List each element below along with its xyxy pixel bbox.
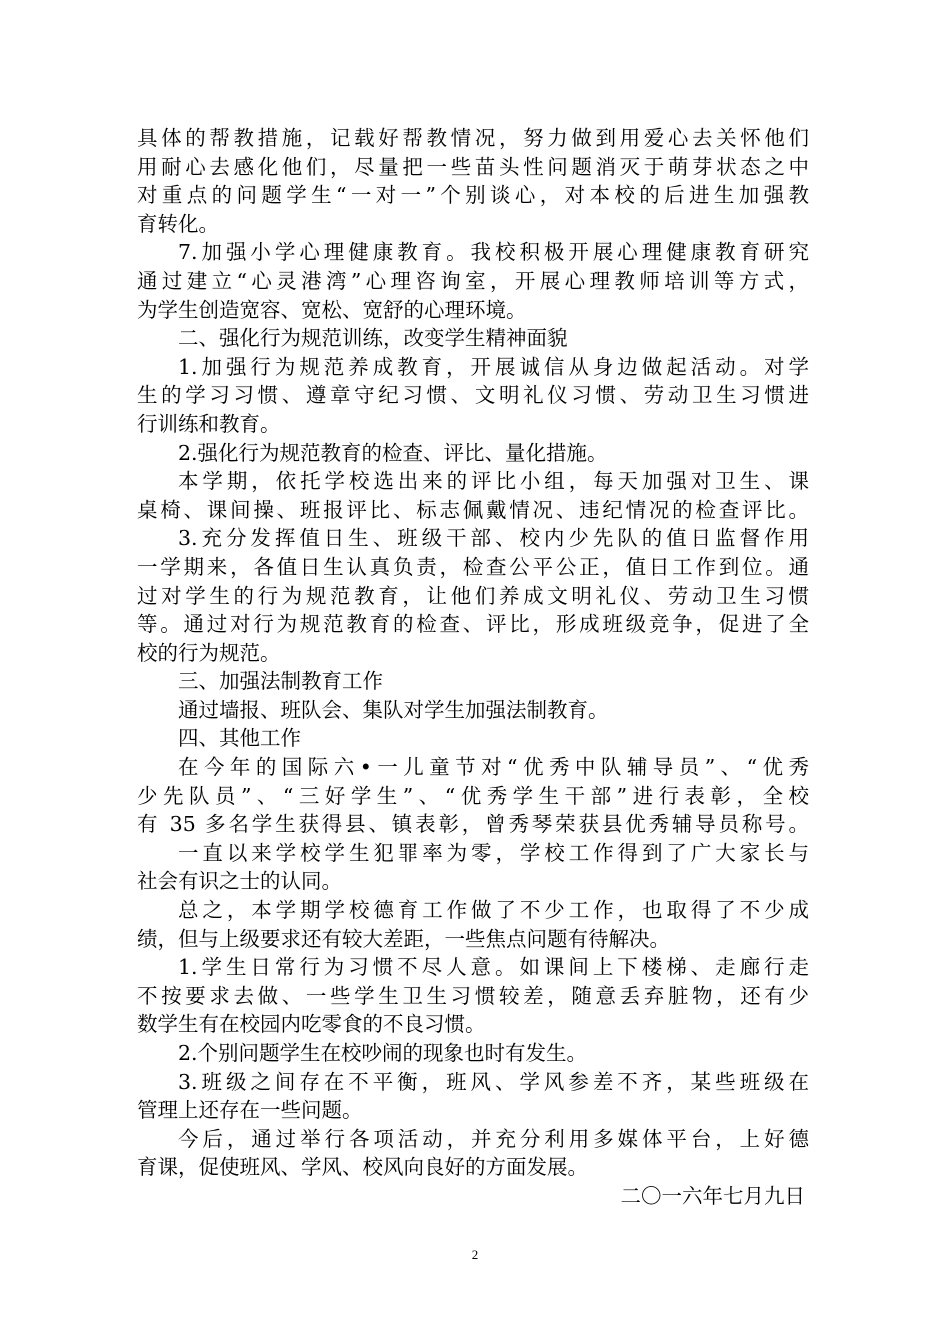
text-line: 绩，但与上级要求还有较大差距，一些焦点问题有待解决。 <box>137 926 670 951</box>
text-line: 通过建立“心灵港湾”心理咨询室，开展心理教师培训等方式， <box>137 268 809 293</box>
text-line: 过对学生的行为规范教育，让他们养成文明礼仪、劳动卫生习惯 <box>137 583 809 608</box>
document-body <box>137 124 809 1211</box>
text-line: 社会有识之士的认同。 <box>137 869 342 894</box>
text-line: 7.加强小学心理健康教育。我校积极开展心理健康教育研究 <box>178 240 809 265</box>
page-number: 2 <box>471 1247 479 1262</box>
text-line: 用耐心去感化他们，尽量把一些苗头性问题消灭于萌芽状态之中 <box>137 154 809 179</box>
text-line: 对重点的问题学生“一对一”个别谈心，对本校的后进生加强教 <box>137 183 809 208</box>
text-line: 有 35 多名学生获得县、镇表彰，曾秀琴荣获县优秀辅导员称号。 <box>137 812 809 837</box>
text-line: 等。通过对行为规范教育的检查、评比，形成班级竞争，促进了全 <box>137 612 809 637</box>
text-line: 四、其他工作 <box>178 726 301 751</box>
text-line: 一直以来学校学生犯罪率为零，学校工作得到了广大家长与 <box>178 840 809 865</box>
text-line: 二〇一六年七月九日 <box>620 1183 805 1208</box>
text-line: 1.加强行为规范养成教育，开展诚信从身边做起活动。对学 <box>178 354 809 379</box>
text-line: 一学期来，各值日生认真负责，检查公平公正，值日工作到位。通 <box>137 554 809 579</box>
text-line: 育课，促使班风、学风、校风向良好的方面发展。 <box>137 1155 588 1180</box>
text-line: 3.班级之间存在不平衡，班风、学风参差不齐，某些班级在 <box>178 1069 809 1094</box>
text-line: 为学生创造宽容、宽松、宽舒的心理环境。 <box>137 297 527 322</box>
text-line: 数学生有在校园内吃零食的不良习惯。 <box>137 1012 486 1037</box>
text-line: 总之，本学期学校德育工作做了不少工作，也取得了不少成 <box>178 898 809 923</box>
text-line: 通过墙报、班队会、集队对学生加强法制教育。 <box>178 697 609 722</box>
text-line: 桌椅、课间操、班报评比、标志佩戴情况、违纪情况的检查评比。 <box>137 497 809 522</box>
text-line: 1.学生日常行为习惯不尽人意。如课间上下楼梯、走廊行走 <box>178 955 809 980</box>
text-line: 管理上还存在一些问题。 <box>137 1098 363 1123</box>
text-line: 三、加强法制教育工作 <box>178 669 383 694</box>
text-line: 2.个别问题学生在校吵闹的现象也时有发生。 <box>178 1041 588 1065</box>
text-line: 2.强化行为规范教育的检查、评比、量化措施。 <box>178 440 608 465</box>
text-line: 校的行为规范。 <box>137 640 281 665</box>
text-line: 二、强化行为规范训练，改变学生精神面貌 <box>178 326 568 351</box>
text-line: 本学期，依托学校选出来的评比小组，每天加强对卫生、课 <box>178 469 809 494</box>
text-line: 在今年的国际六•一儿童节对“优秀中队辅导员”、“优秀 <box>178 755 809 780</box>
text-line: 今后，通过举行各项活动，并充分利用多媒体平台，上好德 <box>178 1126 809 1151</box>
text-line: 行训练和教育。 <box>137 411 281 436</box>
text-line: 少先队员”、“三好学生”、“优秀学生干部”进行表彰，全校 <box>137 783 809 808</box>
text-line: 3.充分发挥值日生、班级干部、校内少先队的值日监督作用 <box>178 526 809 551</box>
text-line: 生的学习习惯、遵章守纪习惯、文明礼仪习惯、劳动卫生习惯进 <box>137 383 809 408</box>
text-line: 不按要求去做、一些学生卫生习惯较差，随意丢弃脏物，还有少 <box>137 983 809 1008</box>
text-line: 育转化。 <box>137 211 219 236</box>
text-line: 具体的帮教措施，记载好帮教情况，努力做到用爱心去关怀他们 <box>137 126 809 150</box>
